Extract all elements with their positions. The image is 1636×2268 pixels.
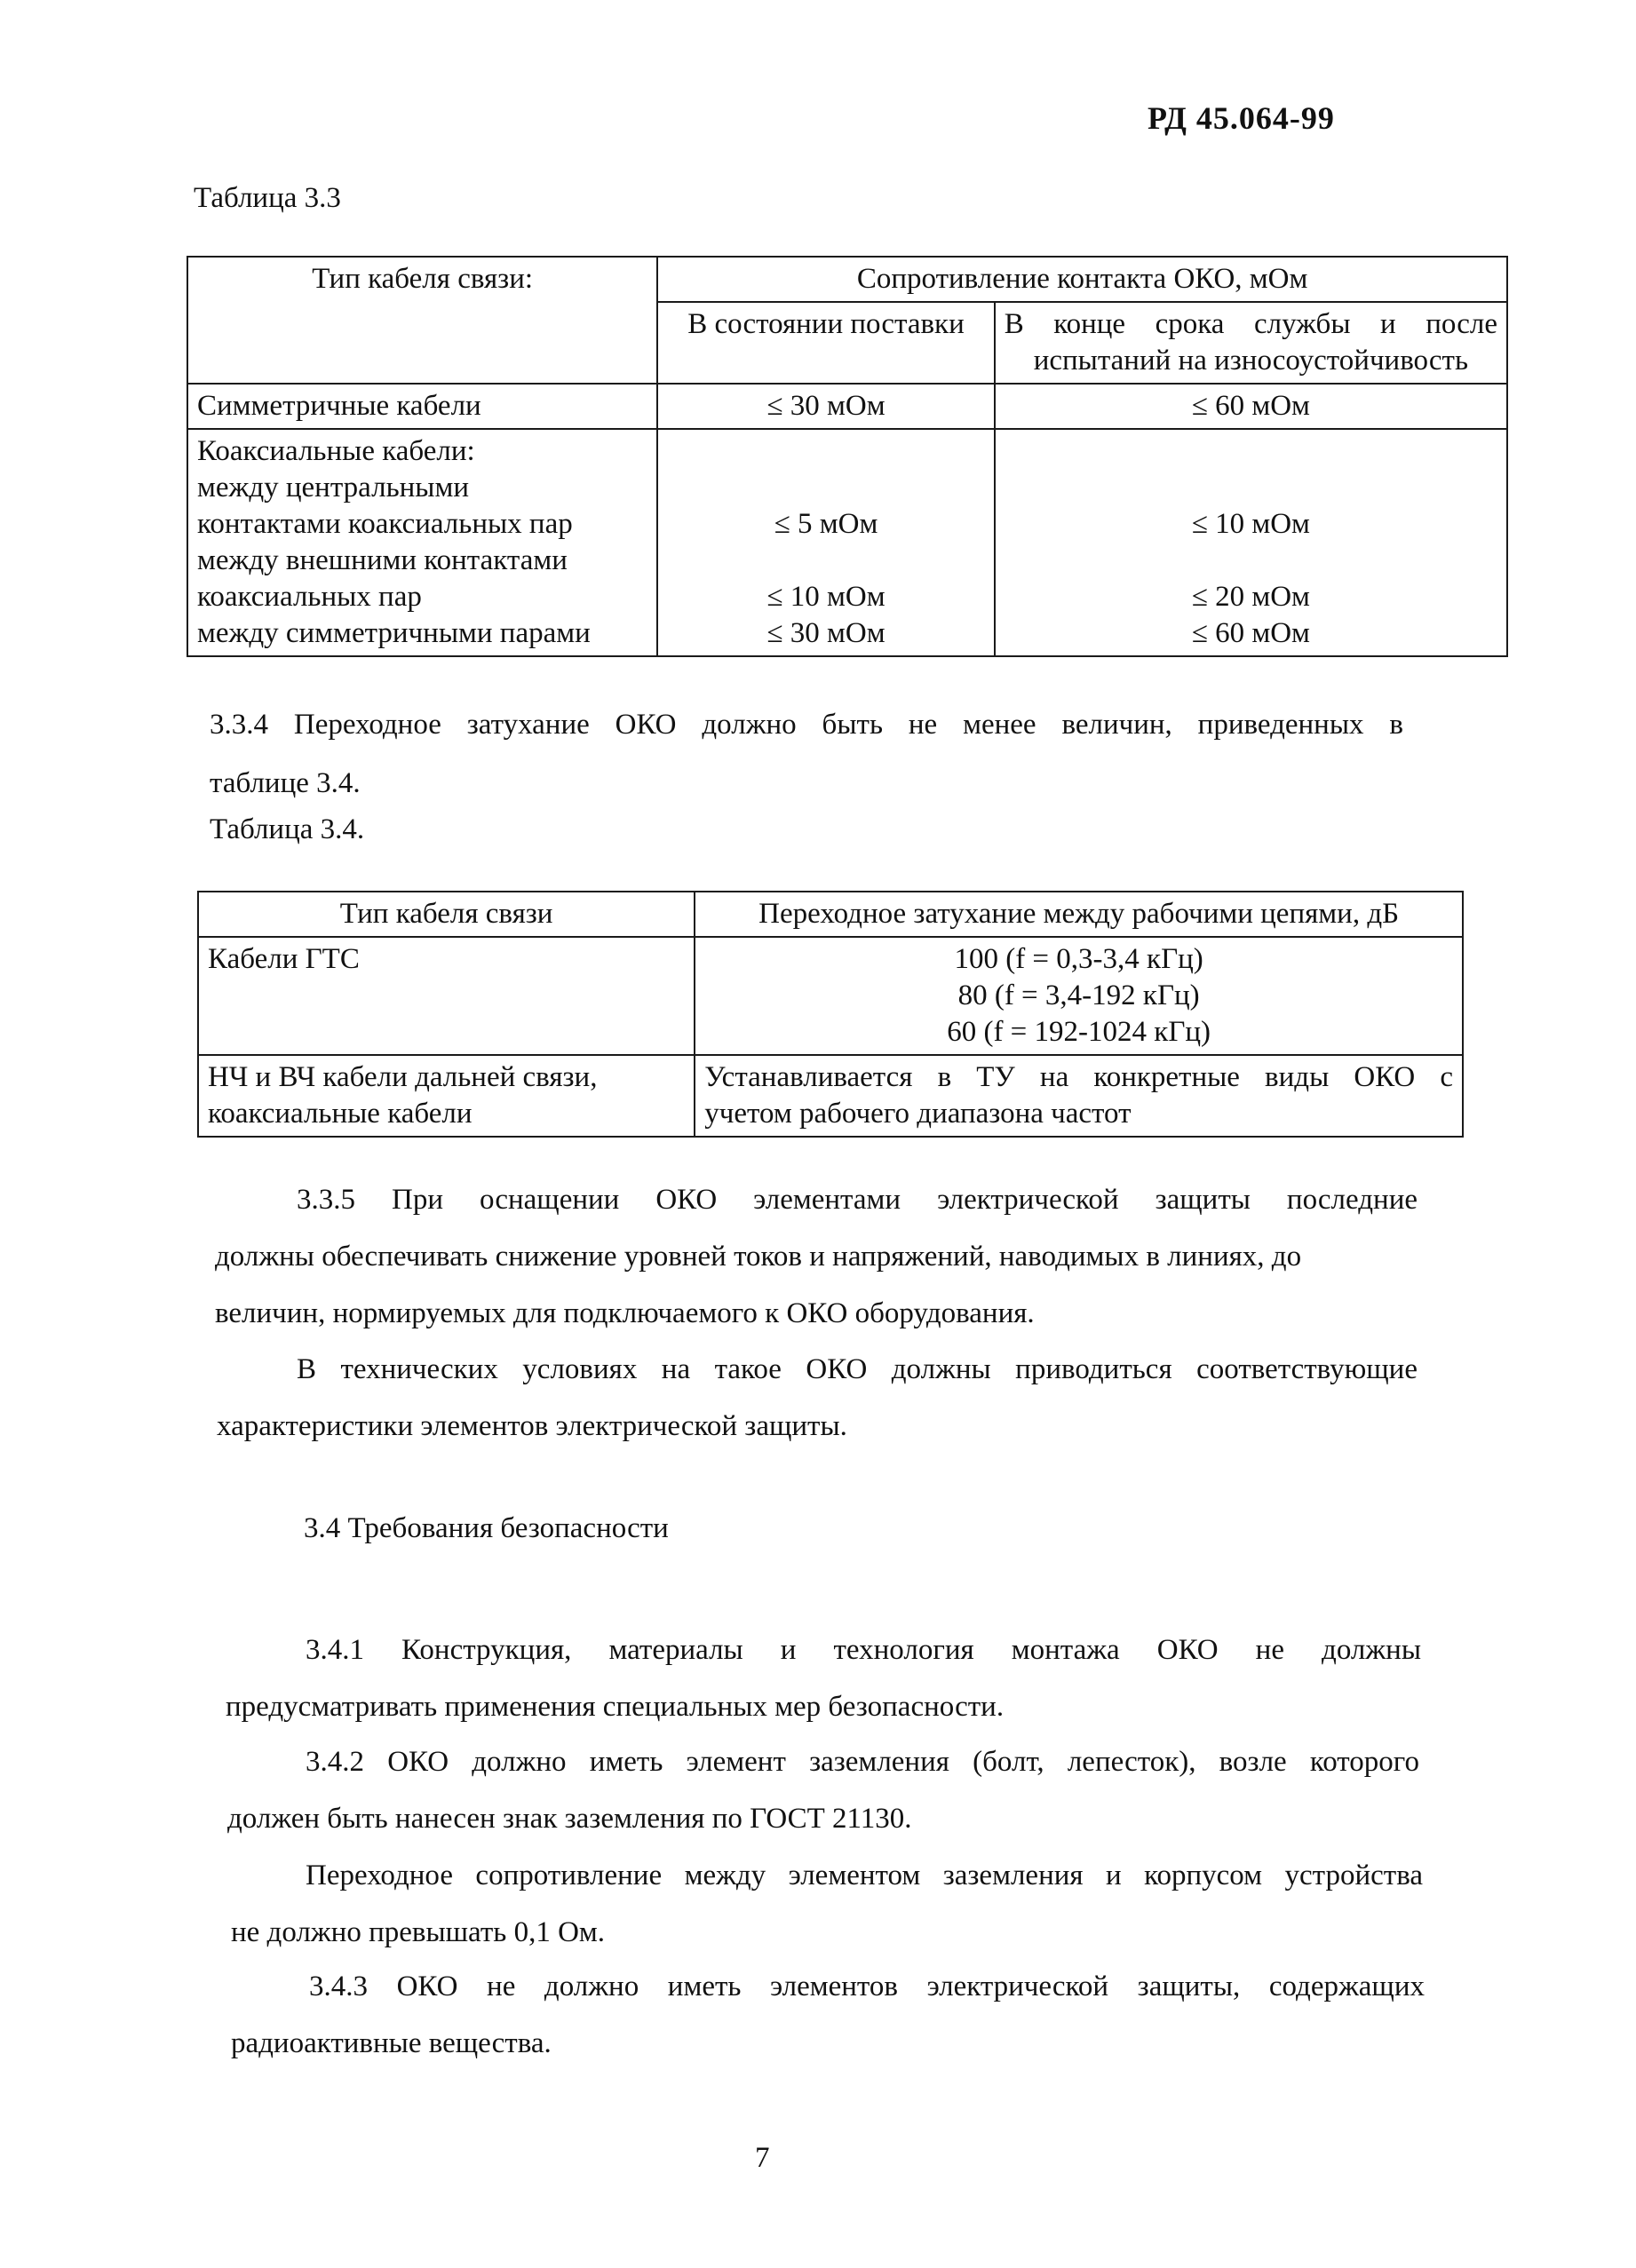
cell-line: 60 (f = 192-1024 кГц) <box>947 1016 1211 1048</box>
paragraph-line: должен быть нанесен знак заземления по ГОСТ 21130. <box>227 1803 912 1835</box>
cell-line: между внешними контактами <box>197 544 568 576</box>
table-cell: ≤ 30 мОм <box>657 384 994 429</box>
table-cell: Кабели ГТС <box>198 937 695 1055</box>
paragraph-line: радиоактивные вещества. <box>231 2027 552 2059</box>
table-3-4-header-type: Тип кабеля связи <box>198 892 695 937</box>
table-3-4-header-value: Переходное затухание между рабочими цепями, дБ <box>695 892 1463 937</box>
paragraph-3-3-4 <box>210 696 1403 753</box>
cell-line: ≤ 10 мОм <box>1191 508 1310 540</box>
table-cell <box>695 1055 1463 1137</box>
cell-line: ≤ 5 мОм <box>774 508 878 540</box>
paragraph-3-4-2 <box>306 1733 1419 1790</box>
cell-line: учетом рабочего диапазона частот <box>704 1098 1132 1130</box>
table-row <box>187 384 1507 429</box>
document-code: РД 45.064-99 <box>1148 100 1335 136</box>
table-row <box>198 1055 1463 1137</box>
cell-line: Коаксиальные кабели: <box>197 435 475 467</box>
paragraph-line: В технических условиях на такое ОКО должны приводиться соответствующие <box>297 1353 1418 1385</box>
table-cell <box>695 937 1463 1055</box>
cell-line: ≤ 20 мОм <box>1191 581 1310 613</box>
cell-line: ≤ 30 мОм <box>766 617 886 649</box>
paragraph-line: должны обеспечивать снижение уровней токов и напряжений, наводимых в линиях, до <box>215 1241 1302 1273</box>
header-end-line: В конце срока службы и после <box>1004 308 1497 340</box>
cell-line: контактами коаксиальных пар <box>197 508 573 540</box>
cell-line: коаксиальные кабели <box>208 1098 473 1130</box>
table-cell: Симметричные кабели <box>187 384 657 429</box>
cell-line: Устанавливается в ТУ на конкретные виды ОКО с <box>704 1061 1453 1093</box>
paragraph-line: предусматривать применения специальных мер безопасности. <box>226 1691 1005 1723</box>
paragraph-line: 3.4.3 ОКО не должно иметь элементов электрической защиты, содержащих <box>309 1971 1425 2002</box>
table-3-3-header-end <box>995 302 1507 384</box>
cell-line: 100 (f = 0,3-3,4 кГц) <box>954 943 1203 975</box>
cell-line: 80 (f = 3,4-192 кГц) <box>957 979 1200 1011</box>
paragraph-line: 3.3.4 Переходное затухание ОКО должно быть не менее величин, приведенных в <box>210 709 1403 741</box>
table-row <box>187 429 1507 656</box>
table-cell <box>995 429 1507 656</box>
paragraph-3-4-3 <box>309 1958 1425 2015</box>
header-end-line: испытаний на износоустойчивость <box>1033 345 1468 377</box>
table-cell <box>657 429 994 656</box>
paragraph-tech-conditions <box>297 1341 1418 1398</box>
table-3-3 <box>187 256 1508 657</box>
paragraph-line: Переходное сопротивление между элементом заземления и корпусом устройства <box>306 1860 1423 1891</box>
paragraph-transitional-resistance <box>306 1847 1423 1904</box>
section-title-3-4: 3.4 Требования безопасности <box>304 1512 669 1544</box>
cell-line: между симметричными парами <box>197 617 591 649</box>
cell-line: ≤ 10 мОм <box>766 581 886 613</box>
cell-line: НЧ и ВЧ кабели дальней связи, <box>208 1061 598 1093</box>
table-3-3-caption: Таблица 3.3 <box>194 182 341 214</box>
paragraph-line: характеристики элементов электрической защиты. <box>217 1410 847 1442</box>
table-3-4 <box>197 891 1464 1138</box>
table-cell <box>187 429 657 656</box>
cell-line: коаксиальных пар <box>197 581 422 613</box>
table-row <box>198 937 1463 1055</box>
page-number: 7 <box>755 2142 770 2174</box>
paragraph-line: 3.3.5 При оснащении ОКО элементами электрической защиты последние <box>297 1184 1418 1216</box>
table-cell <box>198 1055 695 1137</box>
paragraph-3-3-5 <box>297 1171 1418 1228</box>
table-3-4-caption: Таблица 3.4. <box>210 813 365 845</box>
paragraph-line: 3.4.2 ОКО должно иметь элемент заземления (болт, лепесток), возле которого <box>306 1746 1419 1778</box>
table-3-3-header-group: Сопротивление контакта ОКО, мОм <box>657 257 1507 302</box>
table-3-3-header-type: Тип кабеля связи: <box>187 257 657 384</box>
paragraph-line: таблице 3.4. <box>210 767 361 799</box>
cell-line: между центральными <box>197 472 469 504</box>
cell-line: ≤ 60 мОм <box>1191 617 1310 649</box>
paragraph-3-4-1 <box>306 1622 1421 1678</box>
paragraph-line: величин, нормируемых для подключаемого к ОКО оборудования. <box>215 1297 1035 1329</box>
paragraph-line: 3.4.1 Конструкция, материалы и технология монтажа ОКО не должны <box>306 1634 1421 1666</box>
paragraph-line: не должно превышать 0,1 Ом. <box>231 1916 606 1948</box>
table-3-3-header-delivery: В состоянии поставки <box>657 302 994 384</box>
table-cell: ≤ 60 мОм <box>995 384 1507 429</box>
